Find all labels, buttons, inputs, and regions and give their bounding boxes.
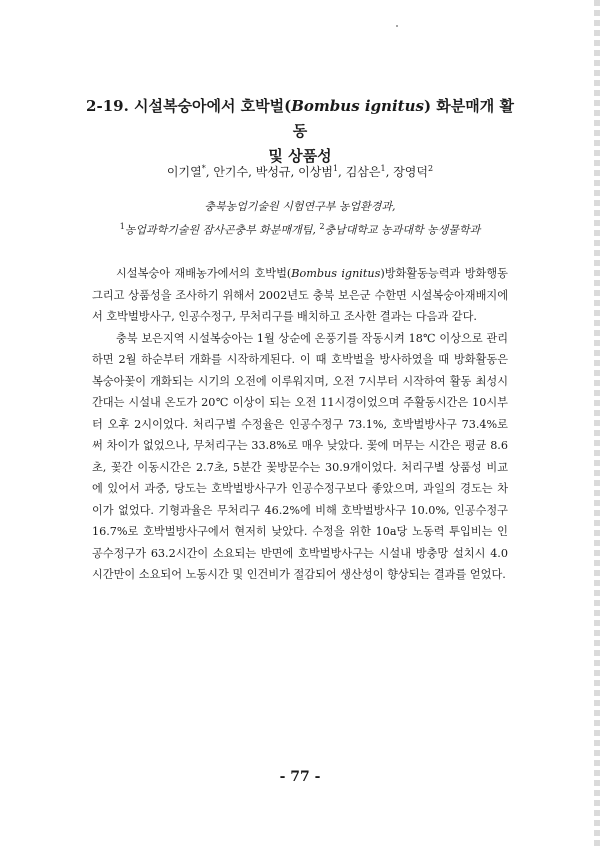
paragraph-2: 충북 보은지역 시설복숭아는 1월 상순에 온풍기를 작동시켜 18℃ 이상으로 관리하면 2월 하순부터 개화를 시작하게된다. 이 때 호박벌을 방사하였을 때 방화활동은 복숭아꽃이 개화되는 시기의 오전에 이루워지며, 오전 7시부터 시작하여 활동 최성시간대는 시설내 온도가 20℃ 이상이 되는 오전 11시경이었으며 주활동시간은 10시부터 오후 2시이었다. 처리구별 수정율은 인공수정구 73.1%, 호박벌방사구 73.4%로써 차이가 없었으나, 무처리구는 33.8%로 매우 낮았다. 꽃에 머무는 시간은 평균 8.6초, 꽃간 이동시간은 2.7초, 5분간 꽃방문수는 30.9개이었다. 처리구별 상품성 비교에 있어서 과중, 당도는 호박벌방사구가 인공수정구보다 좋았으며, 과일의 경도는 차이가 없었다. 기형과율은 무처리구 46.2%에 비해 호박벌방사구 10.0%, 인공수정구 16.7%로 호박벌방사구에서 현저히 낮았다. 수정을 위한 10a당 노동력 투입비는 인공수정구가 63.2시간이 소요되는 반면에 호박벌방사구는 시설내 방충망 설치시 4.0시간만이 소요되어 노동시간 및 인건비가 절감되어 생산성이 향상되는 결과를 얻었다.	[92, 331, 508, 581]
title-line1-pre: 2-19. 시설복숭아에서 호박벌(	[86, 97, 292, 115]
affiliation-mark: 1	[119, 222, 125, 231]
author-name: 장영덕	[393, 165, 428, 179]
title-line1-post: ) 화분매개 활동	[292, 97, 514, 140]
affiliation-line-1: 충북농업기술원 시험연구부 농업환경과,	[204, 200, 396, 213]
author-name: 안기수	[213, 165, 249, 179]
author-name: 박성규	[255, 165, 291, 179]
author-mark: *	[201, 164, 206, 173]
affiliation-mark: 2	[319, 222, 325, 231]
author-list: 이기열*, 안기수, 박성규, 이상범$^1$, 김삼은$^1$, 장영덕$^2$	[166, 164, 434, 179]
affiliation-part: 충남대학교 농과대학 농생물학과	[324, 223, 481, 237]
author-mark: 2	[427, 164, 434, 173]
scan-edge-shadow	[594, 0, 600, 849]
scan-speck	[396, 25, 398, 27]
affiliation-part: 농업과학기술원 잠사곤충부 화분매개팀,	[124, 223, 320, 237]
author-name: 이기열	[166, 165, 202, 179]
author-mark: 1	[332, 164, 339, 173]
page-number: - 77 -	[279, 769, 321, 785]
affiliation-line-2	[50, 217, 550, 241]
affiliations	[50, 197, 550, 241]
author-mark: 1	[380, 164, 386, 173]
paper-title	[80, 94, 520, 169]
paragraph-1-pre: 시설복숭아 재배농가에서의 호박벌(	[116, 267, 292, 280]
paragraph-1	[92, 263, 508, 328]
title-line-1	[80, 94, 520, 144]
author-name: 김삼은	[345, 165, 381, 179]
species-name: Bombus ignitus	[291, 267, 381, 280]
title-species-name: Bombus ignitus	[291, 97, 424, 115]
abstract-body	[92, 263, 508, 586]
title-line-2: 및 상품성	[268, 147, 332, 165]
paragraph-1-post: )방화활동능력과 방화행동 그리고 상품성을 조사하기 위해서 2002년도 충북 보은군 수한면 시설복숭아재배지에서 호박벌방사구, 인공수정구, 무처리구를 배치하고 조사한 결과는 다음과 같다.	[92, 267, 508, 323]
author-name: 이상범	[298, 165, 333, 179]
